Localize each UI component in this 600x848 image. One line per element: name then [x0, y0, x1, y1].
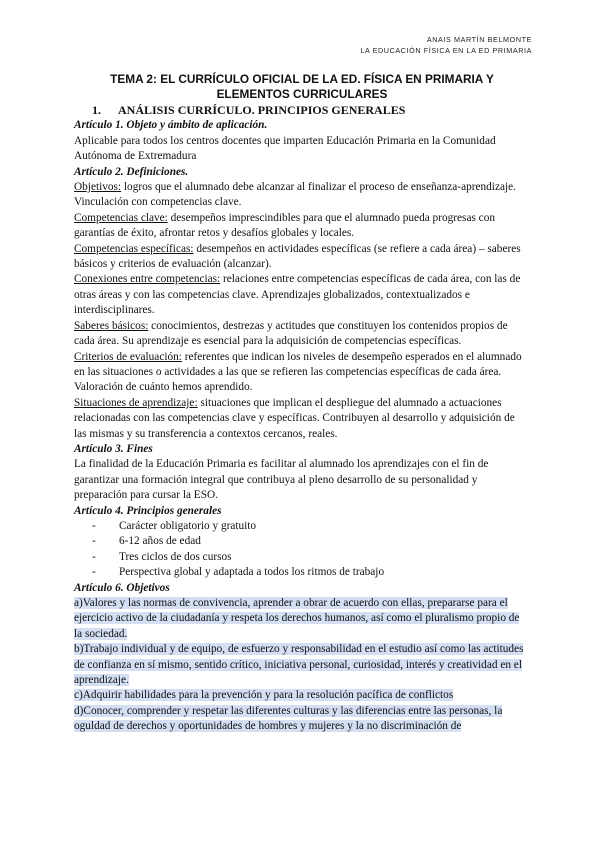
- highlighted-text: a)Valores y las normas de convivencia, aprender a obrar de acuerdo con ellas, prepararse para el ejercicio activo de la ciudadanía y respeta los derechos humanos, así como el pluralismo propio de la sociedad.: [74, 597, 520, 640]
- list-item-text: 6-12 años de edad: [119, 535, 201, 548]
- objective-b: [74, 642, 530, 688]
- definition-text: logros que el alumnado debe alcanzar al finalizar el proceso de enseñanza-aprendizaje. Vinculación con competencias clave.: [74, 181, 516, 209]
- list-item: [92, 519, 530, 534]
- dash-bullet: -: [92, 550, 96, 563]
- definition-text: referentes que indican los niveles de desempeño esperados en el alumnado en las situaciones o actividades a las que se refieren las competencias específicas de cada área. Valoración de cuánto hemos aprendido.: [74, 350, 522, 394]
- definition-text: conocimientos, destrezas y actitudes que constituyen los contenidos propios de cada área. Su aprendizaje es esencial para la adquisición de competencias específicas.: [74, 319, 508, 348]
- definition-conexiones: [74, 272, 530, 318]
- highlighted-text: d)Conocer, comprender y respetar las diferentes culturas y las diferencias entre las personas, la oguldad de derechos y oportunidades de hombres y mujeres y la no discriminación de: [74, 704, 503, 733]
- header-course: LA EDUCACIÓN FÍSICA EN LA ED PRIMARIA: [360, 46, 532, 55]
- definition-term: Saberes básicos:: [74, 319, 149, 332]
- definition-competencias-clave: [74, 211, 530, 242]
- definition-term: Objetivos:: [74, 181, 122, 194]
- dash-bullet: -: [92, 519, 96, 532]
- objective-c: [74, 688, 530, 703]
- definition-text: situaciones que implican el despliegue del alumnado a actuaciones relacionadas con las competencias clave y específicas. Contribuyen al desarrollo y adquisición de las mismas y su transferencia a contextos cercanos, reales.: [74, 396, 515, 440]
- article-6-heading: Artículo 6. Objetivos: [74, 581, 170, 594]
- article-1-text: Aplicable para todos los centros docentes que imparten Educación Primaria en la Comunidad Autónoma de Extremadura: [74, 134, 496, 163]
- definition-term: Situaciones de aprendizaje:: [74, 396, 198, 409]
- dash-bullet: -: [92, 535, 96, 548]
- definition-term: Competencias clave:: [74, 211, 168, 224]
- section-number: 1.: [92, 103, 101, 117]
- section-title: ANÁLISIS CURRÍCULO. PRINCIPIOS GENERALES: [118, 103, 406, 117]
- page-title: TEMA 2: EL CURRÍCULO OFICIAL DE LA ED. FÍSICA EN PRIMARIA Y ELEMENTOS CURRICULARES: [110, 72, 494, 101]
- list-item: [92, 565, 530, 580]
- definition-text: desempeños imprescindibles para que el alumnado pueda progresas con garantías de éxito, afrontar retos y desafíos globales y locales.: [74, 211, 495, 240]
- page-header: [360, 34, 532, 56]
- definition-term: Criterios de evaluación:: [74, 350, 182, 363]
- dash-bullet: -: [92, 566, 96, 579]
- article-3-heading: Artículo 3. Fines: [74, 442, 153, 455]
- header-author: ANAIS MARTÍN BELMONTE: [426, 35, 532, 44]
- section-heading: [92, 103, 530, 118]
- highlighted-text: c)Adquirir habilidades para la prevención y para la resolución pacífica de conflictos: [74, 689, 454, 702]
- definition-competencias-especificas: [74, 242, 530, 273]
- definition-text: desempeños en actividades específicas (se refiere a cada área) – saberes básicos y criterios de evaluación (alcanzar).: [74, 242, 521, 271]
- article-2-heading: Artículo 2. Definiciones.: [74, 165, 189, 178]
- definition-term: Competencias específicas:: [74, 242, 194, 255]
- objective-d: [74, 704, 530, 735]
- principles-list: [74, 519, 530, 581]
- list-item: [92, 534, 530, 549]
- article-1-heading: Artículo 1. Objeto y ámbito de aplicación.: [74, 119, 268, 132]
- objective-a: [74, 596, 530, 642]
- list-item-text: Perspectiva global y adaptada a todos los ritmos de trabajo: [119, 566, 385, 579]
- definition-saberes-basicos: [74, 319, 530, 350]
- list-item-text: Tres ciclos de dos cursos: [119, 550, 232, 563]
- definition-situaciones: [74, 396, 530, 442]
- definition-objetivos: [74, 180, 530, 211]
- document-body: [74, 72, 530, 735]
- definition-criterios: [74, 350, 530, 396]
- list-item: [92, 550, 530, 565]
- article-3-text: La finalidad de la Educación Primaria es facilitar al alumnado los aprendizajes con el fin de garantizar una formación integral que contribuya al pleno desarrollo de su personalidad y preparación para cursar la ESO.: [74, 458, 489, 502]
- list-item-text: Carácter obligatorio y gratuito: [119, 519, 257, 532]
- article-4-heading: Artículo 4. Principios generales: [74, 504, 222, 517]
- highlighted-text: b)Trabajo individual y de equipo, de esfuerzo y responsabilidad en el estudio así como las actitudes de confianza en sí mismo, sentido crítico, iniciativa personal, curiosidad, interés y creatividad en el aprendizaje.: [74, 643, 524, 687]
- definition-term: Conexiones entre competencias:: [74, 273, 221, 286]
- definition-text: relaciones entre competencias específicas de cada área, con las de otras áreas y con las competencias clave. Aprendizajes globalizados, contextualizados e interdisciplinares.: [74, 273, 521, 317]
